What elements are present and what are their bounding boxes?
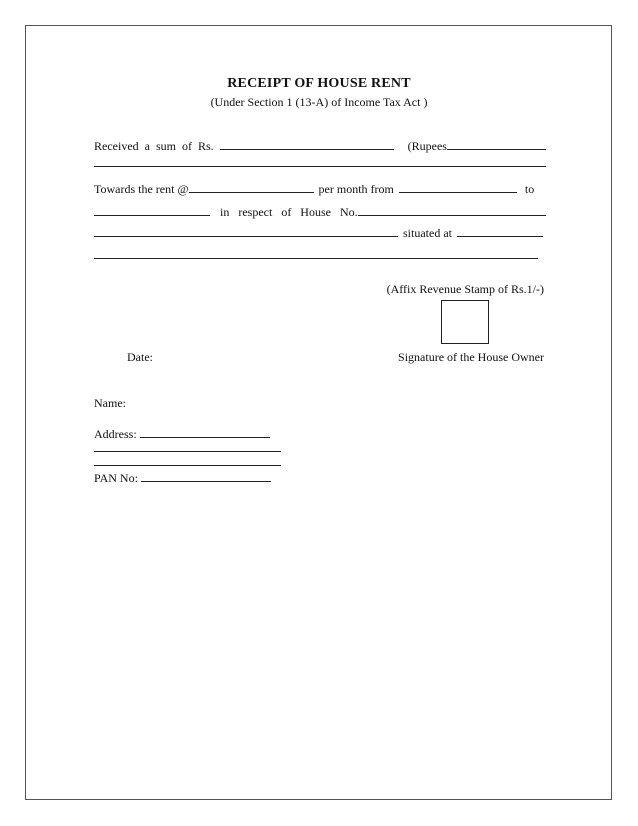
address-blank[interactable] (140, 425, 270, 438)
amount-blank[interactable] (220, 137, 394, 150)
receipt-subtitle: (Under Section 1 (13-A) of Income Tax Act ) (210, 95, 428, 109)
rupees-label: (Rupees (407, 139, 447, 153)
house-number-blank[interactable] (358, 203, 546, 216)
rupees-continuation-blank[interactable] (94, 166, 546, 167)
revenue-stamp-label: (Affix Revenue Stamp of Rs.1/-) (386, 282, 544, 296)
revenue-stamp-box (441, 300, 489, 344)
to-label: to (524, 182, 535, 196)
receipt-title: RECEIPT OF HOUSE RENT (227, 76, 411, 91)
address-line (94, 425, 270, 442)
location-continuation-blank[interactable] (94, 258, 538, 259)
pan-blank[interactable] (141, 469, 271, 482)
towards-line (94, 180, 546, 197)
respect-line (94, 203, 546, 220)
from-date-blank[interactable] (399, 180, 517, 193)
received-label: Received a sum of Rs. (94, 139, 214, 153)
rupees-words-blank[interactable] (447, 137, 546, 150)
pan-line (94, 469, 271, 486)
respect-label: in respect of House No. (220, 205, 358, 219)
situated-line (94, 224, 546, 241)
address-label: Address: (94, 427, 137, 441)
rent-rate-blank[interactable] (189, 180, 314, 193)
situated-location-blank[interactable] (457, 224, 543, 237)
address-blank-2[interactable] (94, 451, 281, 452)
pan-label: PAN No: (94, 471, 138, 485)
house-address-blank[interactable] (94, 224, 398, 237)
towards-label: Towards the rent @ (94, 182, 189, 196)
received-line (94, 137, 546, 154)
name-label: Name: (94, 396, 126, 410)
address-blank-3[interactable] (94, 465, 281, 466)
to-date-blank[interactable] (94, 203, 210, 216)
per-month-label: per month from (318, 182, 394, 196)
signature-label: Signature of the House Owner (398, 350, 544, 364)
date-label: Date: (127, 350, 153, 364)
situated-label: situated at (403, 226, 452, 240)
